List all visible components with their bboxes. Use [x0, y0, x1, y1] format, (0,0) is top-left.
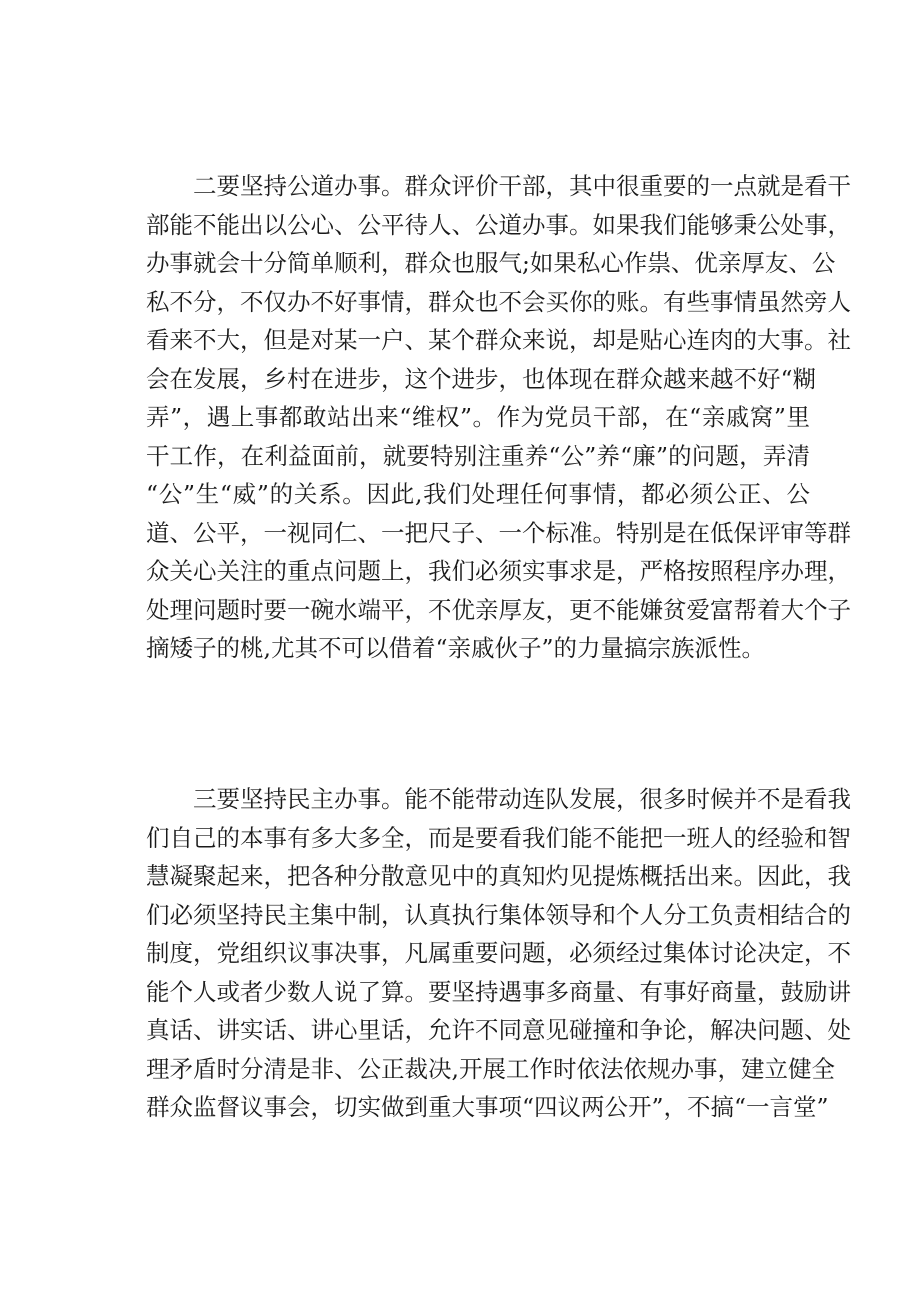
paragraph-line: 弄”，遇上事都敢站出来“维权”。作为党员干部，在“亲戚窝”里 [146, 403, 810, 431]
paragraph-line: 们自己的本事有多大多全，而是要看我们能不能把一班人的经验和智 [146, 823, 851, 852]
paragraph-line: 部能不能出以公心、公平待人、公道办事。如果我们能够秉公处事， [146, 210, 851, 239]
paragraph-line: 群众监督议事会，切实做到重大事项“四议两公开”，不搞“一言堂” [146, 1093, 829, 1121]
paragraph-line: 二要坚持公道办事。群众评价干部，其中很重要的一点就是看干 [146, 172, 851, 200]
paragraph-line: 能个人或者少数人说了算。要坚持遇事多商量、有事好商量，鼓励讲 [146, 977, 851, 1006]
paragraph-line: 众关心关注的重点问题上，我们必须实事求是，严格按照程序办理， [146, 557, 851, 585]
paragraph-line: 道、公平，一视同仁、一把尺子、一个标准。特别是在低保评审等群 [146, 518, 851, 547]
paragraph-line: 干工作，在利益面前，就要特别注重养“公”养“廉”的问题，弄清 [146, 441, 810, 470]
paragraph-line: 摘矮子的桃,尤其不可以借着“亲戚伙子”的力量搞宗族派性。 [146, 634, 765, 662]
paragraph-line: 理矛盾时分清是非、公正裁决,开展工作时依法依规办事，建立健全 [146, 1054, 835, 1083]
paragraph-line: 真话、讲实话、讲心里话，允许不同意见碰撞和争论，解决问题、处 [146, 1016, 851, 1044]
paragraph-line: 们必须坚持民主集中制，认真执行集体领导和个人分工负责相结合的 [146, 900, 851, 929]
paragraph-line: 慧凝聚起来，把各种分散意见中的真知灼见提炼概括出来。因此，我 [146, 862, 851, 890]
paragraph-line: 制度，党组织议事决事，凡属重要问题，必须经过集体讨论决定，不 [146, 939, 851, 967]
paragraph-line: 看来不大，但是对某一户、某个群众来说，却是贴心连肉的大事。社 [146, 326, 851, 354]
paragraph-line: 三要坚持民主办事。能不能带动连队发展，很多时候并不是看我 [146, 785, 851, 813]
paragraph-line: 办事就会十分简单顺利，群众也服气;如果私心作祟、优亲厚友、公 [146, 249, 836, 277]
paragraph-public-affairs [146, 167, 851, 668]
paragraph-line: 私不分，不仅办不好事情，群众也不会买你的账。有些事情虽然旁人 [146, 287, 851, 316]
paragraph-line: 处理问题时要一碗水端平，不优亲厚友，更不能嫌贫爱富帮着大个子 [146, 595, 851, 624]
paragraph-democratic-affairs [146, 780, 851, 1127]
paragraph-line: 会在发展，乡村在进步，这个进步，也体现在群众越来越不好“糊 [146, 364, 817, 393]
paragraph-line: “公”生“威”的关系。因此,我们处理任何事情，都必须公正、公 [146, 480, 810, 508]
